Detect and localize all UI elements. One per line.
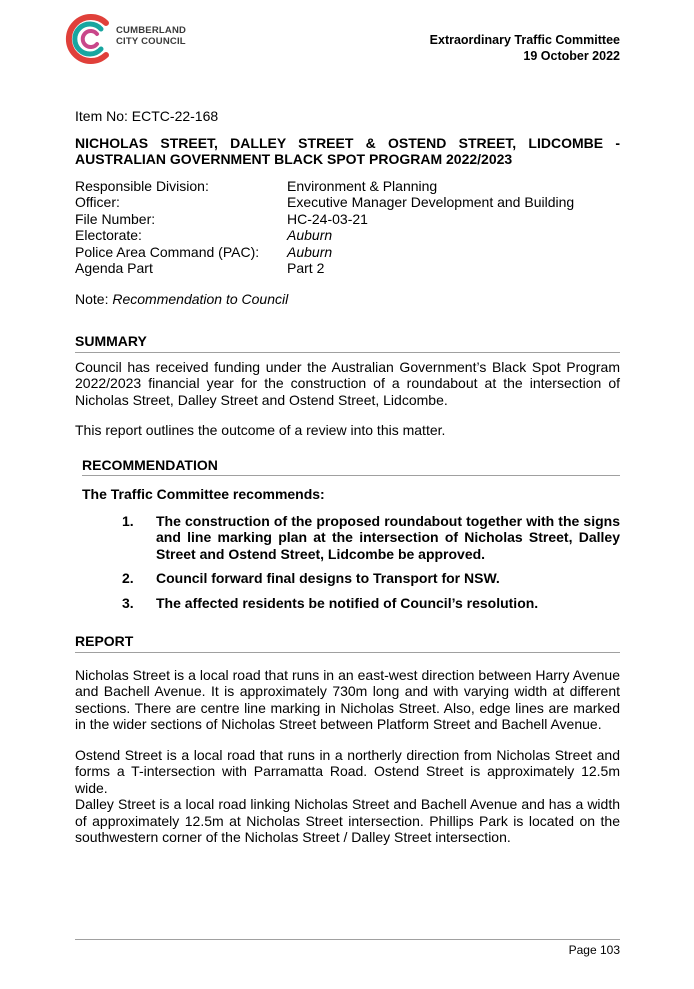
recommendation-heading: RECOMMENDATION (82, 457, 620, 477)
summary-paragraph: This report outlines the outcome of a review into this matter. (75, 422, 446, 438)
report-paragraph: Nicholas Street is a local road that runs in an east-west direction between Harry Avenue and Bachell Avenue. It is approximately 730m long and with varying width at different sections. There are centre line marking in Nicholas Street. Also, edge lines are marked in the wider sections of Nicholas Street between Platform Street and Bachell Avenue. (75, 666, 620, 732)
report-paragraph: Ostend Street is a local road that runs in a northerly direction from Nicholas Street and forms a T-intersection with Parramatta Road. Ostend Street is approximately 12.5m wide. (75, 746, 620, 796)
logo-line-2: CITY COUNCIL (116, 36, 186, 47)
committee-name: Extraordinary Traffic Committee (429, 33, 620, 47)
item-details (75, 178, 620, 277)
note-text: Recommendation to Council (112, 290, 289, 307)
detail-row (75, 244, 620, 261)
detail-value: Auburn (287, 227, 333, 243)
detail-label: Officer: (75, 194, 120, 210)
council-logo-wordmark (116, 25, 186, 47)
detail-label: Electorate: (75, 227, 142, 243)
detail-label: Agenda Part (75, 260, 153, 276)
recommendation-item (122, 513, 620, 563)
detail-row (75, 227, 620, 244)
item-number: Item No: ECTC-22-168 (75, 108, 219, 124)
detail-value: Executive Manager Development and Building (287, 194, 575, 210)
council-logo-icon (64, 12, 114, 66)
detail-value: Environment & Planning (287, 177, 438, 194)
note-label: Note: (75, 290, 109, 307)
detail-row (75, 260, 620, 277)
summary-paragraph: Council has received funding under the Australian Government’s Black Spot Program 2022/2023 financial year for the construction of a roundabout at the intersection of Nicholas Street, Dalley Street and Ostend Street, Lidcombe. (75, 358, 620, 408)
recommendation-text: Council forward final designs to Transport for NSW. (156, 570, 500, 586)
recommendation-intro: The Traffic Committee recommends: (82, 486, 325, 502)
recommendation-list (82, 513, 620, 612)
detail-label: File Number: (75, 210, 156, 227)
detail-value: Auburn (287, 243, 333, 260)
recommendation-section (82, 457, 620, 612)
document-body (75, 108, 620, 846)
detail-label: Police Area Command (PAC): (75, 243, 260, 260)
recommendation-item (122, 595, 620, 612)
committee-date: 19 October 2022 (523, 49, 620, 63)
recommendation-item (122, 570, 620, 587)
report-paragraph: Dalley Street is a local road linking Nicholas Street and Bachell Avenue and has a width of approximately 12.5m at Nicholas Street intersection. Phillips Park is located on the southwestern corner of the Nicholas Street / Dalley Street intersection. (75, 796, 620, 845)
item-title: NICHOLAS STREET, DALLEY STREET & OSTEND STREET, LIDCOMBE - AUSTRALIAN GOVERNMENT BLACK SPOT PROGRAM 2022/2023 (75, 134, 620, 167)
detail-label: Responsible Division: (75, 177, 209, 194)
recommendation-number: 3. (122, 594, 134, 611)
recommendation-text: The construction of the proposed roundabout together with the signs and line marking plan at the intersection of Nicholas Street, Dalley Street and Ostend Street, Lidcombe be approved. (156, 512, 620, 562)
report-section (75, 633, 620, 846)
recommendation-text: The affected residents be notified of Council’s resolution. (156, 594, 539, 611)
council-logo (64, 12, 194, 68)
detail-row (75, 211, 620, 228)
page-number: Page 103 (568, 943, 620, 957)
detail-row (75, 178, 620, 195)
note (75, 291, 620, 308)
logo-line-1: CUMBERLAND (116, 25, 187, 36)
footer-divider (75, 939, 620, 940)
recommendation-number: 2. (122, 570, 134, 586)
detail-row (75, 194, 620, 211)
report-heading: REPORT (75, 633, 620, 653)
recommendation-number: 1. (122, 512, 134, 529)
detail-value: HC-24-03-21 (287, 210, 368, 227)
committee-header (430, 32, 620, 64)
detail-value: Part 2 (287, 260, 325, 276)
summary-heading: SUMMARY (75, 333, 620, 353)
